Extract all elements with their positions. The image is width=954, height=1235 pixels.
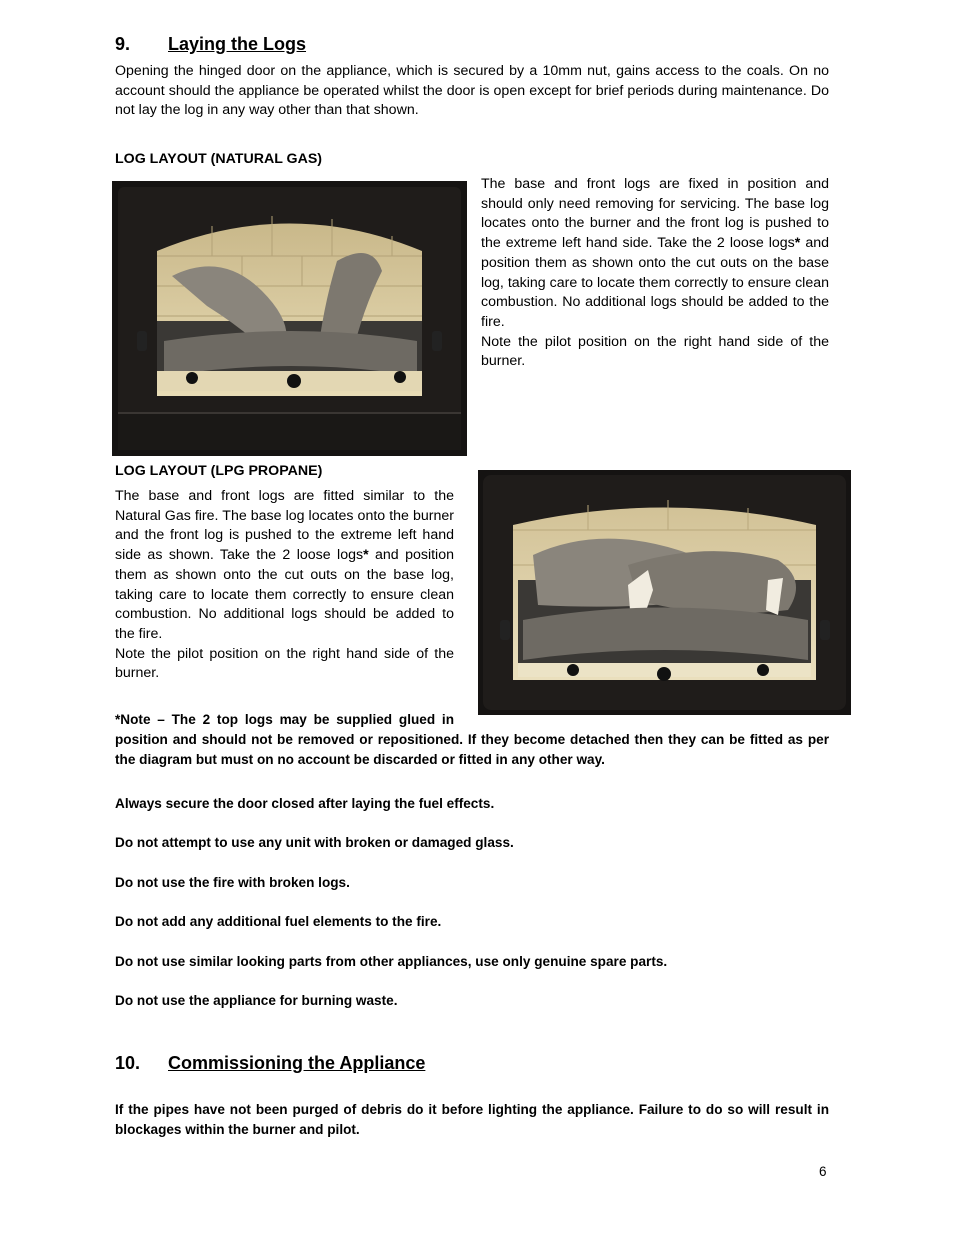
warning-item: Do not use the fire with broken logs. [115,875,350,890]
lpg-text-a: The base and front logs are fitted similar to the Natural Gas fire. The base log locates onto the burner and the front log is pushed to the extreme left hand side as shown. Take the 2 loose logs [115,488,454,564]
glued-logs-note: position and should not be removed or repositioned. If they become detached then they can be fitted as per the diagram but must on no account be discarded or fitted in any other way. [115,732,829,767]
section-number: 10. [115,1053,141,1073]
warning-item: Do not add any additional fuel elements to the fire. [115,914,442,929]
natural-gas-pilot-note: Note the pilot position on the right hand side of the burner. [481,333,829,370]
lpg-text-b: and position them as shown onto the cut outs on the base log, taking care to locate them correctly to ensure clean combustion. No additional logs should be added to the fire. [115,547,454,642]
warning-item: Always secure the door closed after laying the fuel effects. [115,796,495,811]
commissioning-paragraph: If the pipes have not been purged of debris do it before lighting the appliance. Failure to do so will result in blockages within the burner and pilot. [115,1102,829,1137]
footnote-star: * [794,235,801,252]
natural-gas-log-photo [112,181,467,456]
section-9-heading [115,33,306,55]
natural-gas-heading: LOG LAYOUT (NATURAL GAS) [115,151,323,167]
natural-gas-text-b: and position them as shown onto the cut outs on the base log, taking care to locate them correctly to ensure clean combustion. No additional logs should be added to the fire. [481,235,829,330]
natural-gas-text-a: The base and front logs are fixed in position and should only need removing for servicing. The base log locates onto the burner and the front log is pushed to the extreme left hand side. Take the 2 loose logs [481,176,829,252]
warning-item: Do not use the appliance for burning waste. [115,993,398,1008]
footnote-star: * [363,547,369,564]
glued-logs-note-line1: *Note – The 2 top logs may be supplied glued in [115,712,454,727]
lpg-description [115,487,454,684]
lpg-pilot-note: Note the pilot position on the right hand side of the burner. [115,645,454,682]
section-title: Laying the Logs [168,34,307,54]
lpg-heading: LOG LAYOUT (LPG PROPANE) [115,463,323,479]
intro-paragraph: Opening the hinged door on the appliance, which is secured by a 10mm nut, gains access to the coals. On no account should the appliance be operated whilst the door is open except for brief periods during maintenance. Do not lay the log in any way other than that shown. [115,63,829,119]
section-number: 9. [115,34,131,54]
lpg-paragraph [115,487,454,645]
page-number: 6 [819,1164,827,1179]
section-title: Commissioning the Appliance [168,1053,426,1073]
warning-item: Do not attempt to use any unit with broken or damaged glass. [115,835,514,850]
section-10-heading [115,1052,425,1074]
lpg-log-photo [478,470,851,715]
natural-gas-description [481,175,829,372]
natural-gas-paragraph [481,175,829,333]
warning-item: Do not use similar looking parts from other appliances, use only genuine spare parts. [115,954,668,969]
